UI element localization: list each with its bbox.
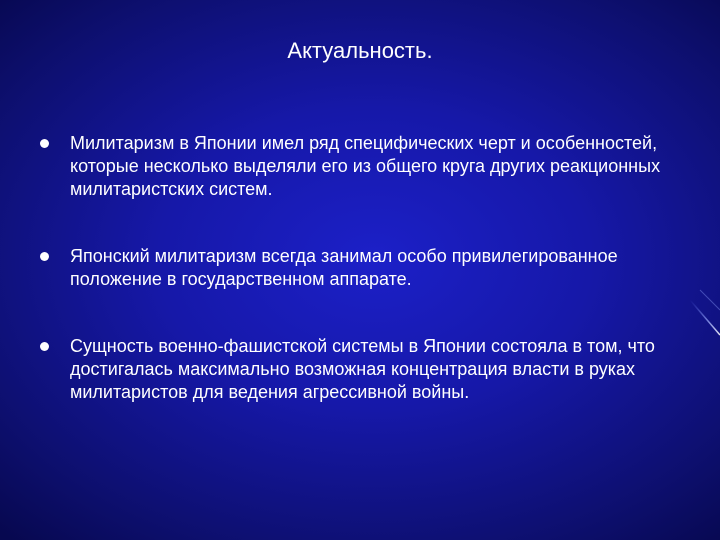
light-streak (700, 290, 720, 310)
bullet-item (38, 245, 688, 291)
slide-title: Актуальность. (287, 38, 433, 63)
bullet-list (38, 132, 688, 448)
bullet-text: Японский милитаризм всегда занимал особо привилегированное положение в государственном аппарате. (70, 246, 618, 289)
bullet-dot-icon (40, 252, 49, 261)
bullet-item (38, 132, 688, 201)
bullet-item (38, 335, 688, 404)
bullet-text: Сущность военно-фашистской системы в Японии состояла в том, что достигалась максимально возможная концентрация власти в руках милитаристов для ведения агрессивной войны. (70, 336, 655, 402)
bullet-dot-icon (40, 139, 49, 148)
bullet-text: Милитаризм в Японии имел ряд специфических черт и особенностей, которые несколько выделяли его из общего круга других реакционных милитаристских систем. (70, 133, 661, 199)
bullet-dot-icon (40, 342, 49, 351)
